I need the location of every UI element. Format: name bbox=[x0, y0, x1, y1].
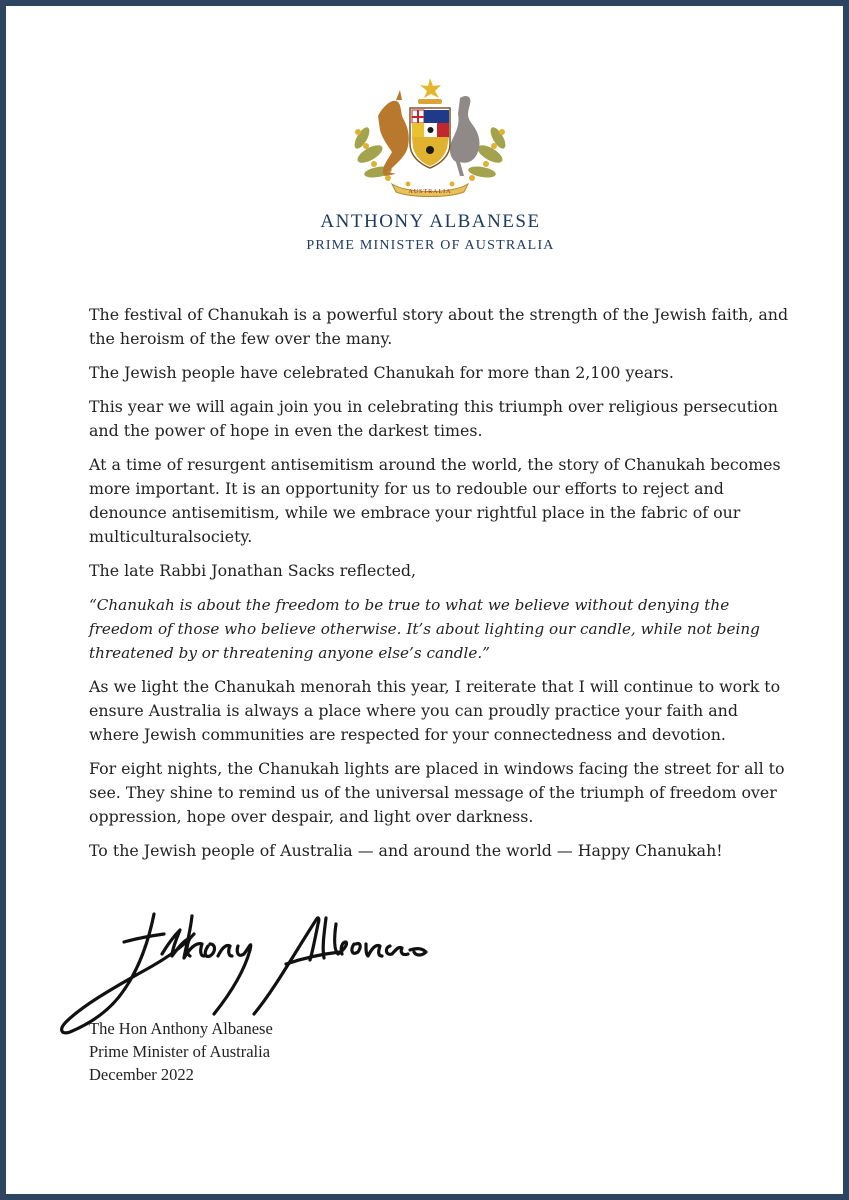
author-name-heading: ANTHONY ALBANESE bbox=[320, 211, 541, 232]
paragraph: This year we will again join you in celebrating this triumph over religious persecution and the power of hope in even the darkest times. bbox=[89, 397, 778, 440]
paragraph: The Jewish people have celebrated Chanukah for more than 2,100 years. bbox=[89, 363, 674, 382]
signatory-title: Prime Minister of Australia bbox=[89, 1042, 271, 1061]
closing-paragraph: To the Jewish people of Australia — and around the world — Happy Chanukah! bbox=[89, 841, 723, 860]
letter-body bbox=[89, 303, 789, 873]
signature-block bbox=[89, 1017, 273, 1086]
coat-of-arms-logo bbox=[348, 76, 512, 198]
paragraph: At a time of resurgent antisemitism around the world, the story of Chanukah becomes more important. It is an opportunity for us to redouble our efforts to reject and denounce antisemitism, while we embrace your rightful place in the fabric of our multiculturalsociety. bbox=[89, 455, 781, 546]
paragraph: The late Rabbi Jonathan Sacks reflected, bbox=[89, 561, 417, 580]
paragraph: The festival of Chanukah is a powerful story about the strength of the Jewish faith, and the heroism of the few over the many. bbox=[89, 305, 789, 348]
paragraph: As we light the Chanukah menorah this year, I reiterate that I will continue to work to ensure Australia is always a place where you can proudly practice your faith and where Jewish communities are respected for your connectedness and devotion. bbox=[89, 677, 781, 744]
quote-paragraph: “Chanukah is about the freedom to be true to what we believe without denying the freedom of those who believe otherwise. It’s about lighting our candle, while not being threatened by or threatening anyone else’s candle.” bbox=[89, 596, 760, 662]
svg-text:AUSTRALIA: AUSTRALIA bbox=[408, 189, 452, 195]
author-title-heading: PRIME MINISTER OF AUSTRALIA bbox=[306, 238, 555, 253]
signatory-name: The Hon Anthony Albanese bbox=[89, 1019, 273, 1038]
paragraph: For eight nights, the Chanukah lights are placed in windows facing the street for all to see. They shine to remind us of the universal message of the triumph of freedom over oppression, hope over despair, and light over darkness. bbox=[89, 759, 785, 826]
letter-date: December 2022 bbox=[89, 1065, 194, 1084]
